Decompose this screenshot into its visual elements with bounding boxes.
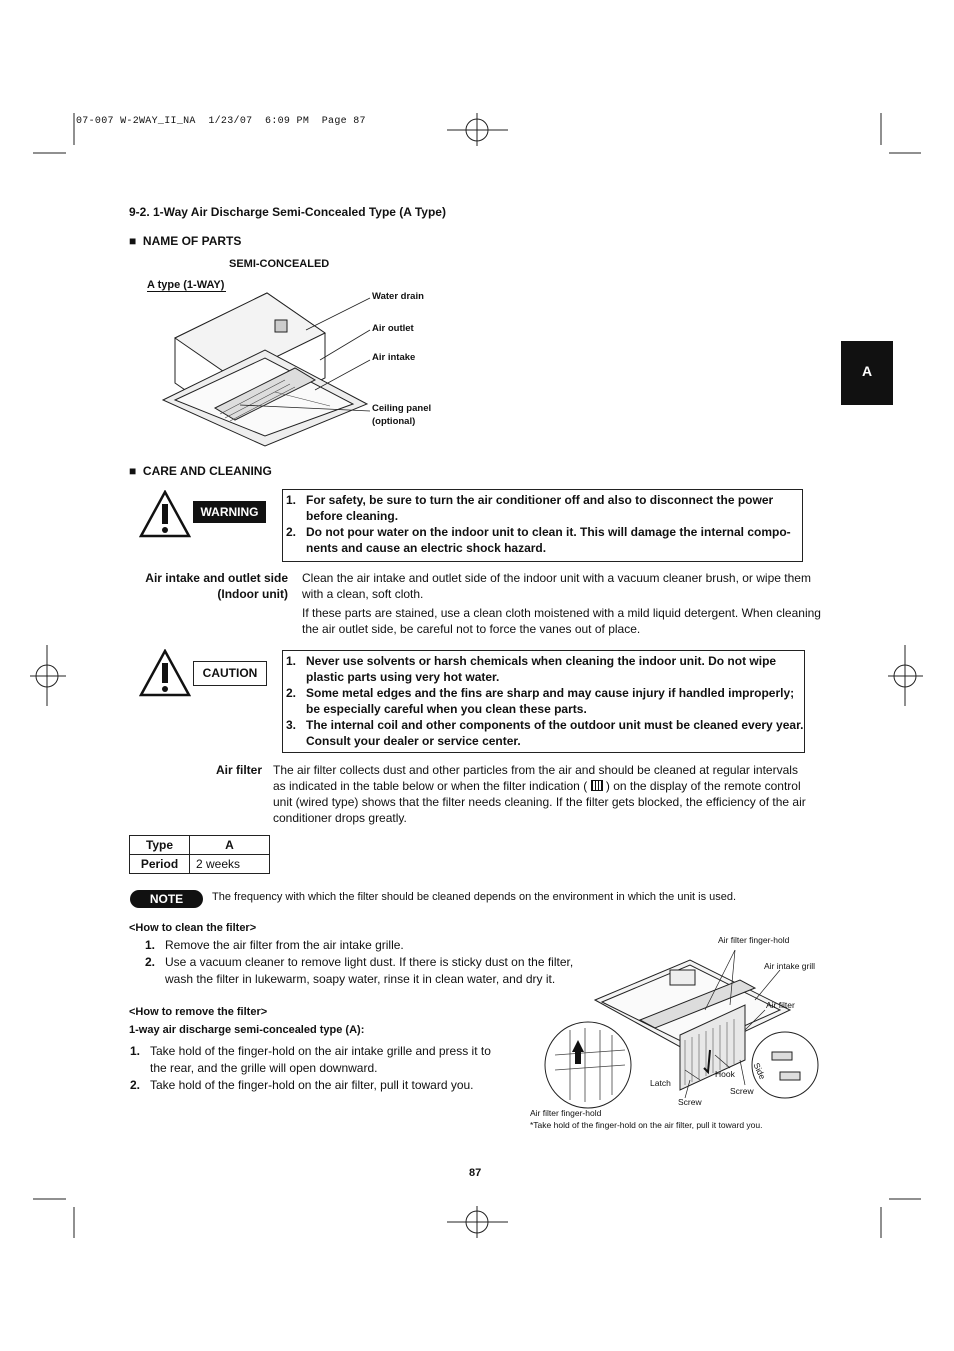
diagram-footnote: *Take hold of the finger-hold on the air filter, pull it toward you. (530, 1120, 763, 1130)
warning-item: 1. For safety, be sure to turn the air conditioner off and also to disconnect the power before cleaning. (286, 493, 774, 523)
remove-filter-heading: <How to remove the filter> (129, 1006, 268, 1018)
care-heading (129, 464, 272, 478)
caution-item: 1. Never use solvents or harsh chemicals when cleaning the indoor unit. Do not wipe plastic parts using very hot water. (286, 654, 777, 684)
warning-box (282, 489, 803, 562)
air-filter-label: Air filter (215, 763, 262, 777)
section-tab-label: A (861, 363, 873, 379)
clean-filter-heading: <How to clean the filter> (129, 922, 257, 934)
filter-indicator-icon (591, 780, 603, 791)
caution-item: 3. The internal coil and other components of the outdoor unit must be cleaned every year. Consult your dealer or service center. (286, 718, 804, 748)
diagram-label-finger-hold-top: Air filter finger-hold (718, 935, 790, 945)
part-air-intake: Air intake (372, 352, 416, 363)
care-title: CARE AND CLEANING (142, 464, 272, 478)
air-side-text-2: If these parts are stained, use a clean cloth moistened with a mild liquid detergent. When cleaning the air outlet side, be careful not to force the vanes out of place. (302, 606, 821, 636)
diagram-label-air-filter: Air filter (766, 1000, 795, 1010)
cleaning-period-table (129, 835, 270, 874)
unit-type-label: A type (1-WAY) (147, 279, 225, 291)
table-row (130, 836, 270, 855)
period-value: 2 weeks (190, 855, 270, 874)
diagram-label-latch: Latch (650, 1078, 671, 1088)
part-water-drain: Water drain (372, 291, 424, 302)
air-side-text-1: Clean the air intake and outlet side of the indoor unit with a vacuum cleaner brush, or wipe them with a clean, soft cloth. (302, 571, 811, 601)
remove-filter-steps (130, 1043, 530, 1094)
air-filter-text: The air filter collects dust and other particles from the air and should be cleaned at regular intervals as indicated in the table below or when the filter indication ( ) on the display of the remote control unit (wired type) shows that the filter needs cleaning. If the filter gets blocked, the efficiency of the air conditioner drops greatly. (273, 763, 806, 825)
part-optional: (optional) (372, 416, 416, 427)
warning-triangle-icon (139, 490, 191, 538)
period-header: Period (130, 855, 190, 874)
name-of-parts-title: NAME OF PARTS (142, 234, 242, 248)
diagram-label-hook: Hook (715, 1069, 735, 1079)
page-number: 87 (469, 1167, 482, 1179)
square-bullet-icon: ■ (129, 234, 137, 248)
type-header: Type (130, 836, 190, 855)
section-tab (841, 341, 893, 405)
note-badge: NOTE (130, 890, 203, 908)
diagram-label-finger-hold-bottom: Air filter finger-hold (530, 1108, 602, 1118)
air-side-label: Air intake and outlet side (Indoor unit) (145, 571, 288, 601)
table-row (130, 855, 270, 874)
list-item: 2. Take hold of the finger-hold on the air filter, pull it toward you. (130, 1078, 474, 1092)
diagram-label-air-intake-grill: Air intake grill (764, 961, 816, 971)
parts-leader-lines (230, 290, 375, 420)
caution-box (282, 650, 805, 753)
list-item: 1. Take hold of the finger-hold on the air intake grille and press it to the rear, and the grille will open downward. (130, 1044, 491, 1075)
part-ceiling-panel: Ceiling panel (372, 403, 432, 414)
part-air-outlet: Air outlet (372, 323, 414, 334)
name-of-parts-heading (129, 234, 241, 248)
print-header: 07-007 W-2WAY_II_NA 1/23/07 6:09 PM Page 87 (76, 116, 366, 127)
list-item: 2. Use a vacuum cleaner to remove light dust. If there is sticky dust on the filter, wash the filter in lukewarm, soapy water, rinse it in clean water, and dry it. (145, 955, 574, 986)
diagram-label-side: Side (751, 1061, 768, 1081)
diagram-label-screw-left: Screw (678, 1097, 702, 1107)
section-title: 9-2. 1-Way Air Discharge Semi-Concealed Type (A Type) (129, 205, 446, 219)
type-value: A (190, 836, 270, 855)
diagram-label-screw-right: Screw (730, 1086, 754, 1096)
semi-concealed-label: SEMI-CONCEALED (229, 258, 330, 270)
list-item: 1. Remove the air filter from the air intake grille. (145, 938, 404, 952)
square-bullet-icon: ■ (129, 464, 137, 478)
remove-filter-subheading: 1-way air discharge semi-concealed type (A): (129, 1024, 365, 1036)
caution-label: CAUTION (193, 661, 267, 686)
warning-item: 2. Do not pour water on the indoor unit to clean it. This will damage the internal compo- nents and cause an electric shock hazard. (286, 525, 791, 555)
caution-triangle-icon (139, 649, 191, 697)
warning-label: WARNING (193, 501, 266, 523)
clean-filter-steps (129, 937, 589, 988)
note-text: The frequency with which the filter should be cleaned depends on the environment in which the unit is used. (212, 891, 737, 903)
caution-item: 2. Some metal edges and the fins are sharp and may cause injury if handled improperly; be especially careful when you clean these parts. (286, 686, 795, 716)
